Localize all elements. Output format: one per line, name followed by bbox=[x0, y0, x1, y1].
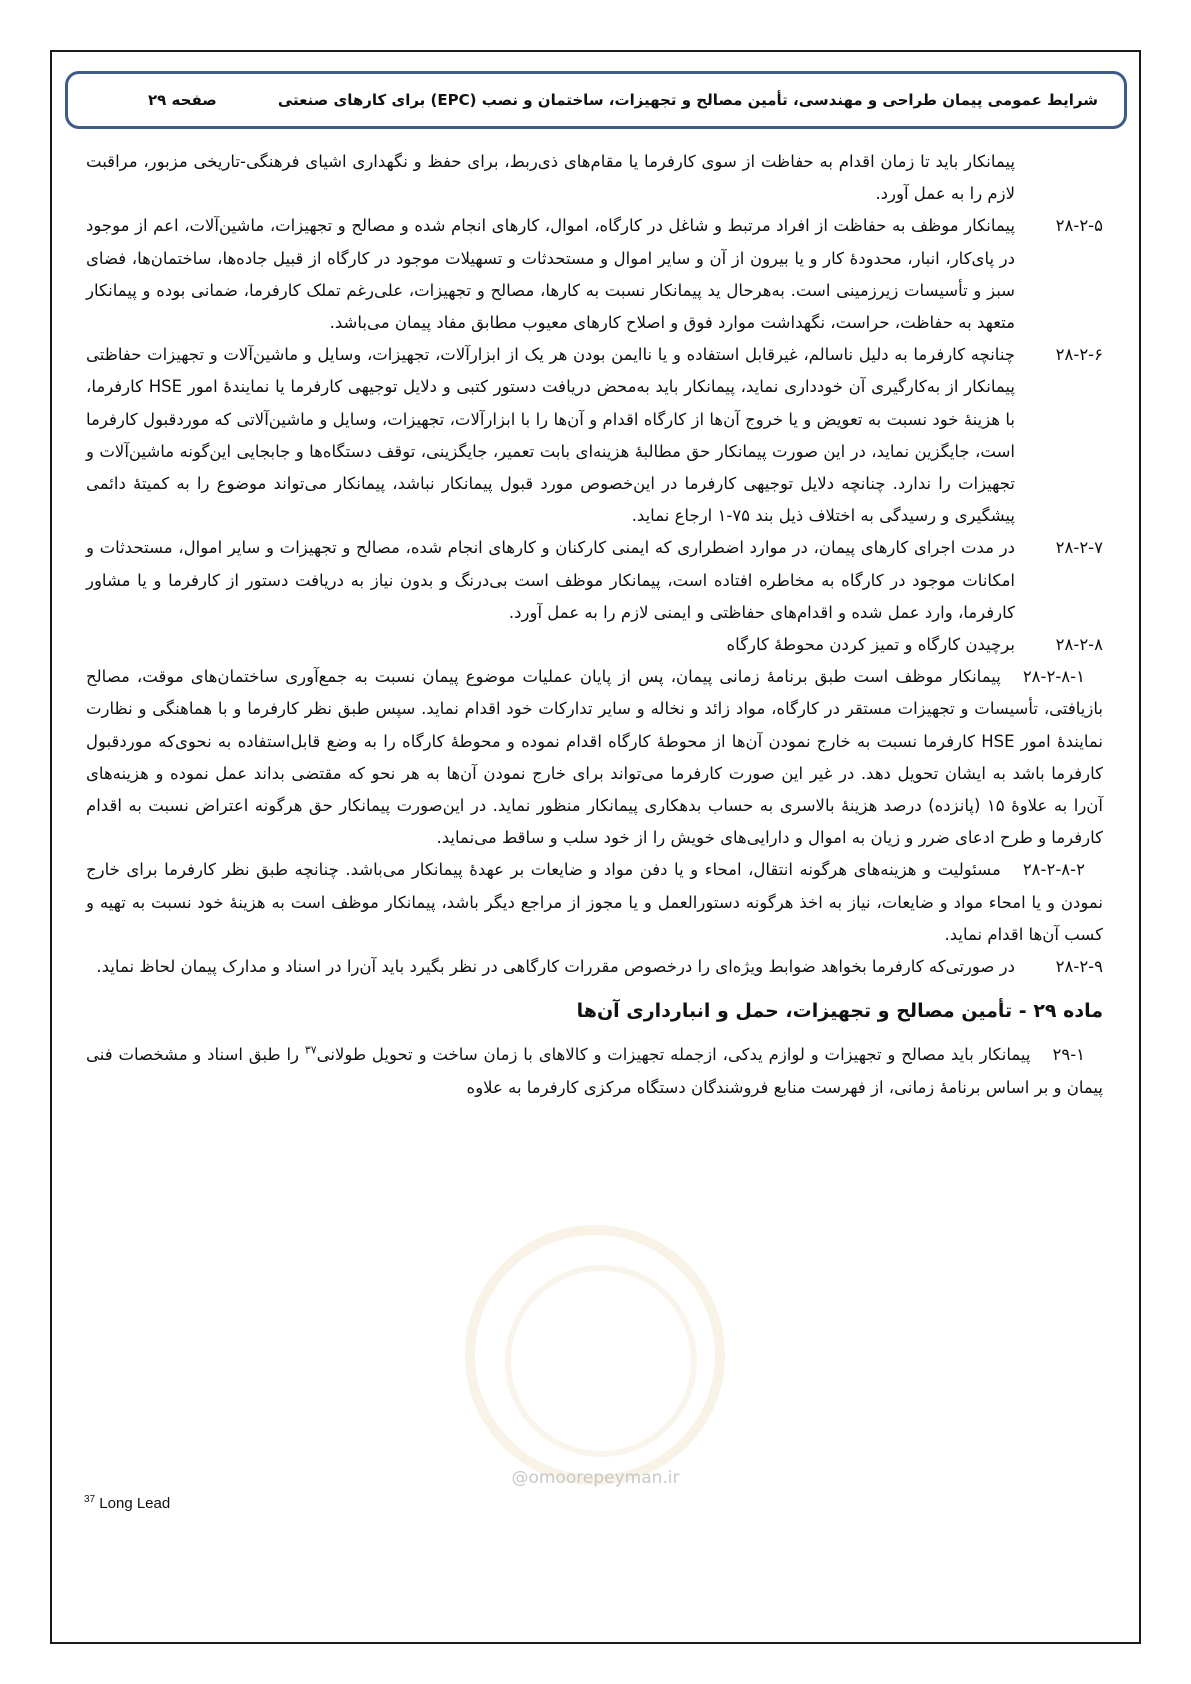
clause-number: ۲۸-۲-۵ bbox=[1055, 216, 1103, 236]
footnote-number: 37 bbox=[84, 1494, 96, 1505]
clause-text-continued: را طبق اسناد و مشخصات فنی پیمان و بر اساس برنامهٔ زمانی، از فهرست منابع فروشندگان دستگاه مرکزی کارفرما به علاوه bbox=[86, 1045, 1103, 1097]
clause-number: ۲۸-۲-۸ bbox=[1055, 635, 1103, 655]
footnote-text: Long Lead bbox=[95, 1495, 171, 1512]
clause-28-2-8-2 bbox=[86, 854, 1103, 951]
clause-text: در مدت اجرای کارهای پیمان، در موارد اضطراری که ایمنی کارکنان و کارهای انجام شده، مصالح و تجهیزات و سایر اموال، مستحدثات و امکانات موجود در کارگاه به مخاطره افتاده است، پیمانکار موظف است بی‌درنگ و بدون نیاز به دریافت دستور از کارفرما و یا مشاور کارفرما، وارد عمل شده و اقدام‌های حفاظتی و ایمنی لازم را به عمل آورد. bbox=[86, 538, 1015, 622]
clause-28-2-8-1 bbox=[86, 661, 1103, 854]
clause-28-2-7 bbox=[86, 532, 1103, 629]
clause-number: ۲۸-۲-۶ bbox=[1055, 345, 1103, 365]
clause-number: ۲۸-۲-۸-۲ bbox=[1022, 860, 1085, 880]
clause-28-2-5 bbox=[86, 210, 1103, 339]
paragraph-text: پیمانکار باید تا زمان اقدام به حفاظت از سوی کارفرما یا مقام‌های ذی‌ربط، برای حفظ و نگهداری اشیای فرهنگی-تاریخی مزبور، مراقبت لازم را به عمل آورد. bbox=[86, 152, 1015, 204]
document-body bbox=[86, 146, 1103, 1104]
clause-number: ۲۹-۱ bbox=[1052, 1045, 1086, 1065]
clause-text: پیمانکار موظف است طبق برنامهٔ زمانی پیمان، پس از پایان عملیات موضوع پیمان نسبت به جمع‌آوری ساختمان‌های موقت، مصالح بازیافتی، تأسیسات و تجهیزات مستقر در کارگاه، مواد زائد و نخاله و سایر تدارکات خود اقدام نماید. سپس طبق نظر کارفرما و با هماهنگی و نظارت نمایندهٔ امور HSE کارفرما نسبت به خارج نمودن آن‌ها از محوطهٔ کارگاه اقدام نموده و محوطهٔ کارگاه را به وضع قابل‌استفاده به نحوی‌که موردقبول کارفرما باشد به ایشان تحویل دهد. در غیر این صورت کارفرما می‌تواند برای خارج نمودن آن‌ها به هر نحو که مقتضی بداند عمل نموده و هزینه‌های آن‌را به علاوهٔ ۱۵ (پانزده) درصد هزینهٔ بالاسری به حساب بدهکاری پیمانکار منظور نماید. در این‌صورت پیمانکار حق هرگونه اعتراض نسبت به اقدام کارفرما و طرح ادعای ضرر و زیان به اموال و دارایی‌های خویش را از خود سلب و ساقط می‌نماید. bbox=[86, 667, 1103, 848]
footnote-reference[interactable]: ۳۷ bbox=[304, 1043, 317, 1057]
clause-29-1 bbox=[86, 1039, 1103, 1103]
clause-28-2-9 bbox=[86, 951, 1103, 983]
clause-text: در صورتی‌که کارفرما بخواهد ضوابط ویژه‌ای را درخصوص مقررات کارگاهی در نظر بگیرد باید آن‌را در اسناد و مدارک پیمان لحاظ نماید. bbox=[96, 957, 1015, 977]
page-number: صفحه ۲۹ bbox=[148, 91, 217, 109]
clause-text: پیمانکار موظف به حفاظت از افراد مرتبط و شاغل در کارگاه، اموال، کارهای انجام شده و مصالح و تجهیزات، ماشین‌آلات، اعم از موجود در پای‌کار، انبار، محدودهٔ کار و یا بیرون از آن و سایر اموال و مستحدثات و تسهیلات موجود در کارگاه از قبیل جاده‌ها، ساختمان‌ها، فضای سبز و تأسیسات زیرزمینی است. به‌هرحال ید پیمانکار نسبت به کارها، مصالح و تجهیزات، علی‌رغم تملک کارفرما، ضمانی بوده و پیمانکار متعهد به حفاظت، حراست، نگهداشت موارد فوق و اصلاح کارهای معیوب مطابق مفاد پیمان می‌باشد. bbox=[86, 216, 1015, 333]
page-header bbox=[65, 71, 1127, 129]
clause-text: مسئولیت و هزینه‌های هرگونه انتقال، امحاء و یا دفن مواد و ضایعات بر عهدهٔ پیمانکار می‌باشد. چنانچه طبق نظر کارفرما برای خارج نمودن و یا امحاء مواد و ضایعات، نیاز به اخذ هرگونه دستورالعمل و یا مجوز از مراجع دیگر باشد، پیمانکار موظف است به هزینهٔ خود نسبت به تهیه و کسب آن‌ها اقدام نماید. bbox=[86, 860, 1103, 944]
watermark-site: @omoorepeyman.ir bbox=[511, 1468, 680, 1488]
clause-28-2-6 bbox=[86, 339, 1103, 532]
clause-28-2-8 bbox=[86, 629, 1103, 661]
clause-text: برچیدن کارگاه و تمیز کردن محوطهٔ کارگاه bbox=[726, 635, 1015, 655]
clause-number: ۲۸-۲-۹ bbox=[1055, 957, 1103, 977]
footnote bbox=[84, 1494, 170, 1512]
clause-text: چنانچه کارفرما به دلیل ناسالم، غیرقابل استفاده و یا ناایمن بودن هر یک از ابزارآلات، تجهیزات، وسایل و ماشین‌آلات و تجهیزات حفاظتی پیمانکار از به‌کارگیری آن خودداری نماید، پیمانکار باید به‌محض دریافت دستور کتبی و دلایل توجیهی کارفرما یا نمایندهٔ امور HSE کارفرما، با هزینهٔ خود نسبت به تعویض و یا خروج آن‌ها از کارگاه اقدام و آن‌ها را با ابزارآلات، تجهیزات، وسایل و ماشین‌آلاتی که موردقبول کارفرما است، جایگزین نماید، در این صورت پیمانکار حق مطالبهٔ هزینه‌ای بابت تعمیر، جایگزینی، توقف دستگاه‌ها و جابجایی این‌گونه ماشین‌آلات و تجهیزات را ندارد. چنانچه دلایل توجیهی کارفرما در این‌خصوص مورد قبول پیمانکار نباشد، پیمانکار می‌تواند موضوع را به کمیتهٔ دائمی پیشگیری و رسیدگی به اختلاف ذیل بند ۷۵-۱ ارجاع نماید. bbox=[86, 345, 1015, 526]
clause-text: پیمانکار باید مصالح و تجهیزات و لوازم یدکی، ازجمله تجهیزات و کالاهای با زمان ساخت و تحویل طولانی bbox=[316, 1045, 1031, 1065]
clause-number: ۲۸-۲-۷ bbox=[1055, 538, 1103, 558]
paragraph-continuation bbox=[86, 146, 1103, 210]
clause-number: ۲۸-۲-۸-۱ bbox=[1022, 667, 1085, 687]
article-29-heading: ماده ۲۹ - تأمین مصالح و تجهیزات، حمل و انبارداری آن‌ها bbox=[576, 1000, 1103, 1023]
header-title: شرایط عمومی پیمان طراحی و مهندسی، تأمین مصالح و تجهیزات، ساختمان و نصب (EPC) برای کارهای صنعتی bbox=[277, 91, 1098, 109]
